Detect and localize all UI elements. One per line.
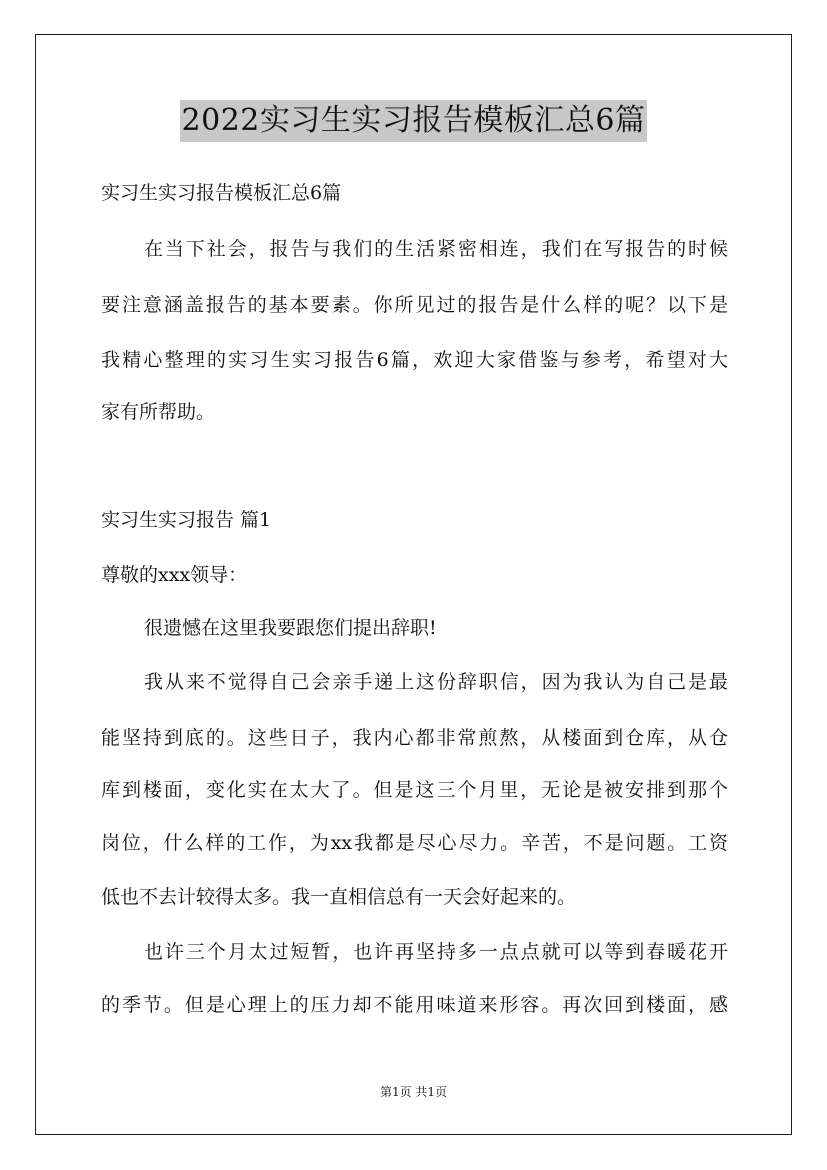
salutation: 尊敬的xxx领导：: [101, 564, 248, 586]
intro-line-3: 我精心整理的实习生实习报告6篇，欢迎大家借鉴与参考，希望对大: [101, 349, 728, 371]
document-title: 2022实习生实习报告模板汇总6篇: [180, 100, 648, 142]
body-line-3: 能坚持到底的。这些日子，我内心都非常煎熬，从楼面到仓库，从仓: [101, 727, 728, 749]
body-line-4: 库到楼面，变化实在太大了。但是这三个月里，无论是被安排到那个: [101, 779, 728, 801]
intro-line-4: 家有所帮助。: [101, 401, 216, 423]
body-line-5: 岗位，什么样的工作，为xx我都是尽心尽力。辛苦，不是问题。工资: [101, 832, 728, 854]
body-line-8: 的季节。但是心理上的压力却不能用味道来形容。再次回到楼面，感: [101, 994, 728, 1016]
document-subtitle: 实习生实习报告模板汇总6篇: [101, 182, 342, 204]
body-line-6: 低也不去计较得太多。我一直相信总有一天会好起来的。: [101, 886, 577, 908]
section-heading: 实习生实习报告 篇1: [101, 509, 272, 531]
body-line-7: 也许三个月太过短暂，也许再坚持多一点点就可以等到春暖花开: [144, 941, 728, 963]
body-line-1: 很遗憾在这里我要跟您们提出辞职!: [144, 617, 437, 639]
body-line-2: 我从来不觉得自己会亲手递上这份辞职信，因为我认为自己是最: [144, 671, 728, 693]
intro-line-1: 在当下社会，报告与我们的生活紧密相连，我们在写报告的时候: [144, 238, 728, 260]
page-footer: 第1页 共1页: [379, 1085, 448, 1099]
intro-line-2: 要注意涵盖报告的基本要素。你所见过的报告是什么样的呢？以下是: [101, 294, 728, 316]
title-container: [0, 100, 827, 142]
